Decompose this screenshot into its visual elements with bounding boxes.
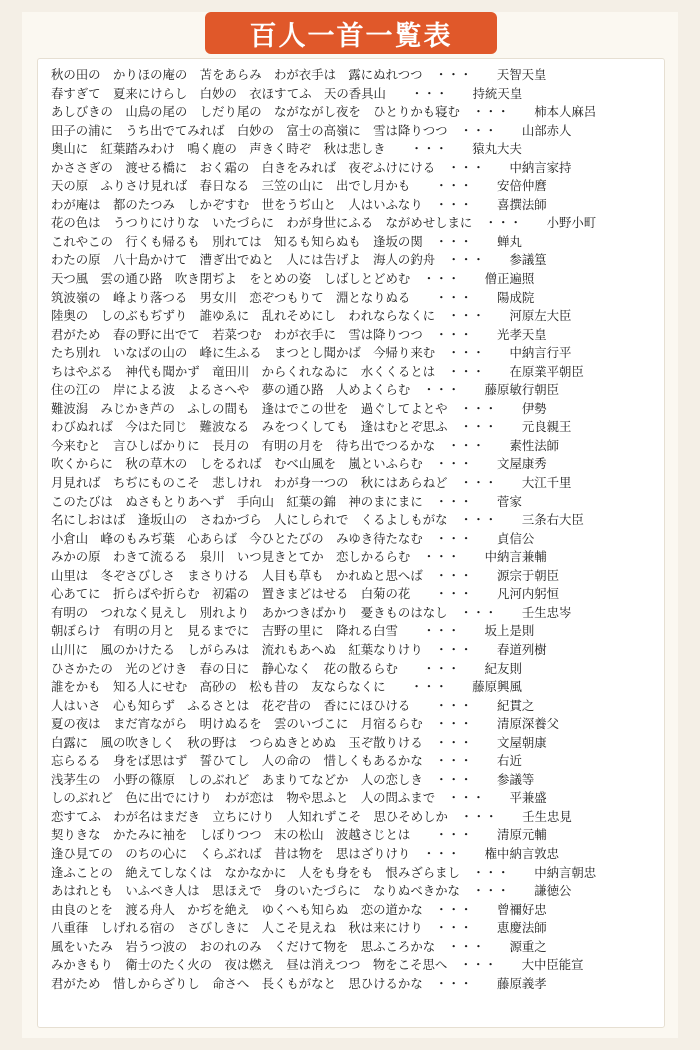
poem-row: しのぶれど 色に出でにけり わが恋は 物や思ふと 人の問ふまで ・・・ 平兼盛 <box>51 790 547 806</box>
poem-row: たち別れ いなばの山の 峰に生ふる まつとし聞かば 今帰り来む ・・・ 中納言行平 <box>51 345 572 361</box>
poem-row: 誰をかも 知る人にせむ 高砂の 松も昔の 友ならなくに ・・・ 藤原興風 <box>51 679 522 695</box>
poem-row: 君がため 春の野に出でて 若菜つむ わが衣手に 雪は降りつつ ・・・ 光孝天皇 <box>51 326 547 342</box>
poem-row: 住の江の 岸による波 よるさへや 夢の通ひ路 人めよくらむ ・・・ 藤原敏行朝臣 <box>51 382 560 398</box>
poem-row: 夏の夜は まだ宵ながら 明けぬるを 雲のいづこに 月宿るらむ ・・・ 清原深養父 <box>51 716 560 732</box>
poem-row: 契りきな かたみに袖を しぼりつつ 末の松山 波越さじとは ・・・ 清原元輔 <box>51 827 547 843</box>
poem-row: わびぬれば 今はた同じ 難波なる みをつくしても 逢はむとぞ思ふ ・・・ 元良親王 <box>51 419 572 435</box>
poem-row: 浅茅生の 小野の篠原 しのぶれど あまりてなどか 人の恋しき ・・・ 参議等 <box>51 771 535 787</box>
poem-list <box>51 66 661 993</box>
poem-row: 由良のとを 渡る舟人 かぢを絶え ゆくへも知らぬ 恋の道かな ・・・ 曾禰好忠 <box>51 901 547 917</box>
poem-row: 吹くからに 秋の草木の しをるれば むべ山風を 嵐といふらむ ・・・ 文屋康秀 <box>51 456 547 472</box>
poem-row: 秋の田の かりほの庵の 苫をあらみ わが衣手は 露にぬれつつ ・・・ 天智天皇 <box>51 67 547 82</box>
poem-row: 恋すてふ わが名はまだき 立ちにけり 人知れずこそ 思ひそめしか ・・・ 壬生忠見 <box>51 808 572 824</box>
poem-row: 田子の浦に うち出でてみれば 白妙の 富士の高嶺に 雪は降りつつ ・・・ 山部赤人 <box>51 122 572 138</box>
poem-row: 奥山に 紅葉踏みわけ 鳴く鹿の 声きく時ぞ 秋は悲しき ・・・ 猿丸大夫 <box>51 141 522 157</box>
poem-row: かささぎの 渡せる橋に おく霜の 白きをみれば 夜ぞふけにける ・・・ 中納言家持 <box>51 159 572 175</box>
poem-row: 春すぎて 夏来にけらし 白妙の 衣ほすてふ 天の香具山 ・・・ 持統天皇 <box>51 85 523 101</box>
poem-row: 忘らるる 身をば思はず 誓ひてし 人の命の 惜しくもあるかな ・・・ 右近 <box>51 753 522 769</box>
poem-row: 有明の つれなく見えし 別れより あかつきばかり 憂きものはなし ・・・ 壬生忠岑 <box>51 604 572 620</box>
poem-row: ひさかたの 光のどけき 春の日に 静心なく 花の散るらむ ・・・ 紀友則 <box>51 660 522 676</box>
poem-row: 山里は 冬ぞさびしさ まさりける 人目も草も かれぬと思へば ・・・ 源宗于朝臣 <box>51 567 560 583</box>
poem-row: 心あてに 折らばや折らむ 初霜の 置きまどはせる 白菊の花 ・・・ 凡河内躬恒 <box>51 586 560 602</box>
poem-row: 人はいさ 心も知らず ふるさとは 花ぞ昔の 香ににほひける ・・・ 紀貫之 <box>51 697 535 713</box>
poem-row: 陸奥の しのぶもぢずり 誰ゆゑに 乱れそめにし われならなくに ・・・ 河原左大臣 <box>51 308 572 324</box>
poem-row: 朝ぼらけ 有明の月と 見るまでに 吉野の里に 降れる白雪 ・・・ 坂上是則 <box>51 623 535 639</box>
poem-row: 白露に 風の吹きしく 秋の野は つらぬきとめぬ 玉ぞ散りける ・・・ 文屋朝康 <box>51 734 547 750</box>
title-banner <box>205 12 497 54</box>
poem-row: 今来むと 言ひしばかりに 長月の 有明の月を 待ち出でつるかな ・・・ 素性法師 <box>51 437 560 453</box>
page-title: 百人一首一覧表 <box>249 20 453 52</box>
poem-row: 月見れば ちぢにものこそ 悲しけれ わが身一つの 秋にはあらねど ・・・ 大江千里 <box>51 475 572 491</box>
poem-row: これやこの 行くも帰るも 別れては 知るも知らぬも 逢坂の関 ・・・ 蝉丸 <box>51 233 522 249</box>
poem-row: 山川に 風のかけたる しがらみは 流れもあへぬ 紅葉なりけり ・・・ 春道列樹 <box>51 641 547 657</box>
poem-row: 逢ふことの 絶えてしなくは なかなかに 人をも身をも 恨みざらまし ・・・ 中納言朝忠 <box>51 864 597 880</box>
poem-row: みかきもり 衛士のたく火の 夜は燃え 昼は消えつつ 物をこそ思へ ・・・ 大中臣能宣 <box>51 957 584 973</box>
poem-row: 逢ひ見ての のちの心に くらぶれば 昔は物を 思はざりけり ・・・ 権中納言敦忠 <box>51 845 560 861</box>
poem-row: あはれとも いふべき人は 思ほえで 身のいたづらに なりぬべきかな ・・・ 謙徳公 <box>51 883 572 899</box>
poem-row: 天の原 ふりさけ見れば 春日なる 三笠の山に 出でし月かも ・・・ 安倍仲麿 <box>51 178 547 194</box>
poem-row: 難波潟 みじかき芦の ふしの間も 逢はでこの世を 過ぐしてよとや ・・・ 伊勢 <box>51 400 547 416</box>
poem-row: 筑波嶺の 峰より落つる 男女川 恋ぞつもりて 淵となりぬる ・・・ 陽成院 <box>51 289 535 305</box>
poem-row: 天つ風 雲の通ひ路 吹き閉ぢよ をとめの姿 しばしとどめむ ・・・ 僧正遍照 <box>51 271 535 287</box>
poem-row: わたの原 八十島かけて 漕ぎ出でぬと 人には告げよ 海人の釣舟 ・・・ 参議篁 <box>51 252 547 268</box>
poem-row: このたびは ぬさもとりあへず 手向山 紅葉の錦 神のまにまに ・・・ 菅家 <box>51 493 522 509</box>
poem-row: みかの原 わきて流るる 泉川 いつ見きとてか 恋しかるらむ ・・・ 中納言兼輔 <box>51 549 547 565</box>
poem-row: 花の色は うつりにけりな いたづらに わが身世にふる ながめせしまに ・・・ 小野小町 <box>51 215 597 231</box>
poem-row: 小倉山 峰のもみぢ葉 心あらば 今ひとたびの みゆき待たなむ ・・・ 貞信公 <box>51 530 535 546</box>
poem-row: わが庵は 都のたつみ しかぞすむ 世をうぢ山と 人はいふなり ・・・ 喜撰法師 <box>51 196 547 212</box>
poem-row: ちはやぶる 神代も聞かず 竜田川 からくれなゐに 水くくるとは ・・・ 在原業平朝臣 <box>51 363 584 379</box>
poem-row: 風をいたみ 岩うつ波の おのれのみ くだけて物を 思ふころかな ・・・ 源重之 <box>51 938 547 954</box>
poem-row: 八重葎 しげれる宿の さびしきに 人こそ見えね 秋は来にけり ・・・ 恵慶法師 <box>51 920 547 936</box>
poem-row: 名にしおはば 逢坂山の さねかづら 人にしられで くるよしもがな ・・・ 三条右大臣 <box>51 512 584 528</box>
poem-row: 君がため 惜しからざりし 命さへ 長くもがなと 思ひけるかな ・・・ 藤原義孝 <box>51 975 547 991</box>
poem-row: あしびきの 山鳥の尾の しだり尾の ながながし夜を ひとりかも寝む ・・・ 柿本人麻呂 <box>51 104 597 120</box>
